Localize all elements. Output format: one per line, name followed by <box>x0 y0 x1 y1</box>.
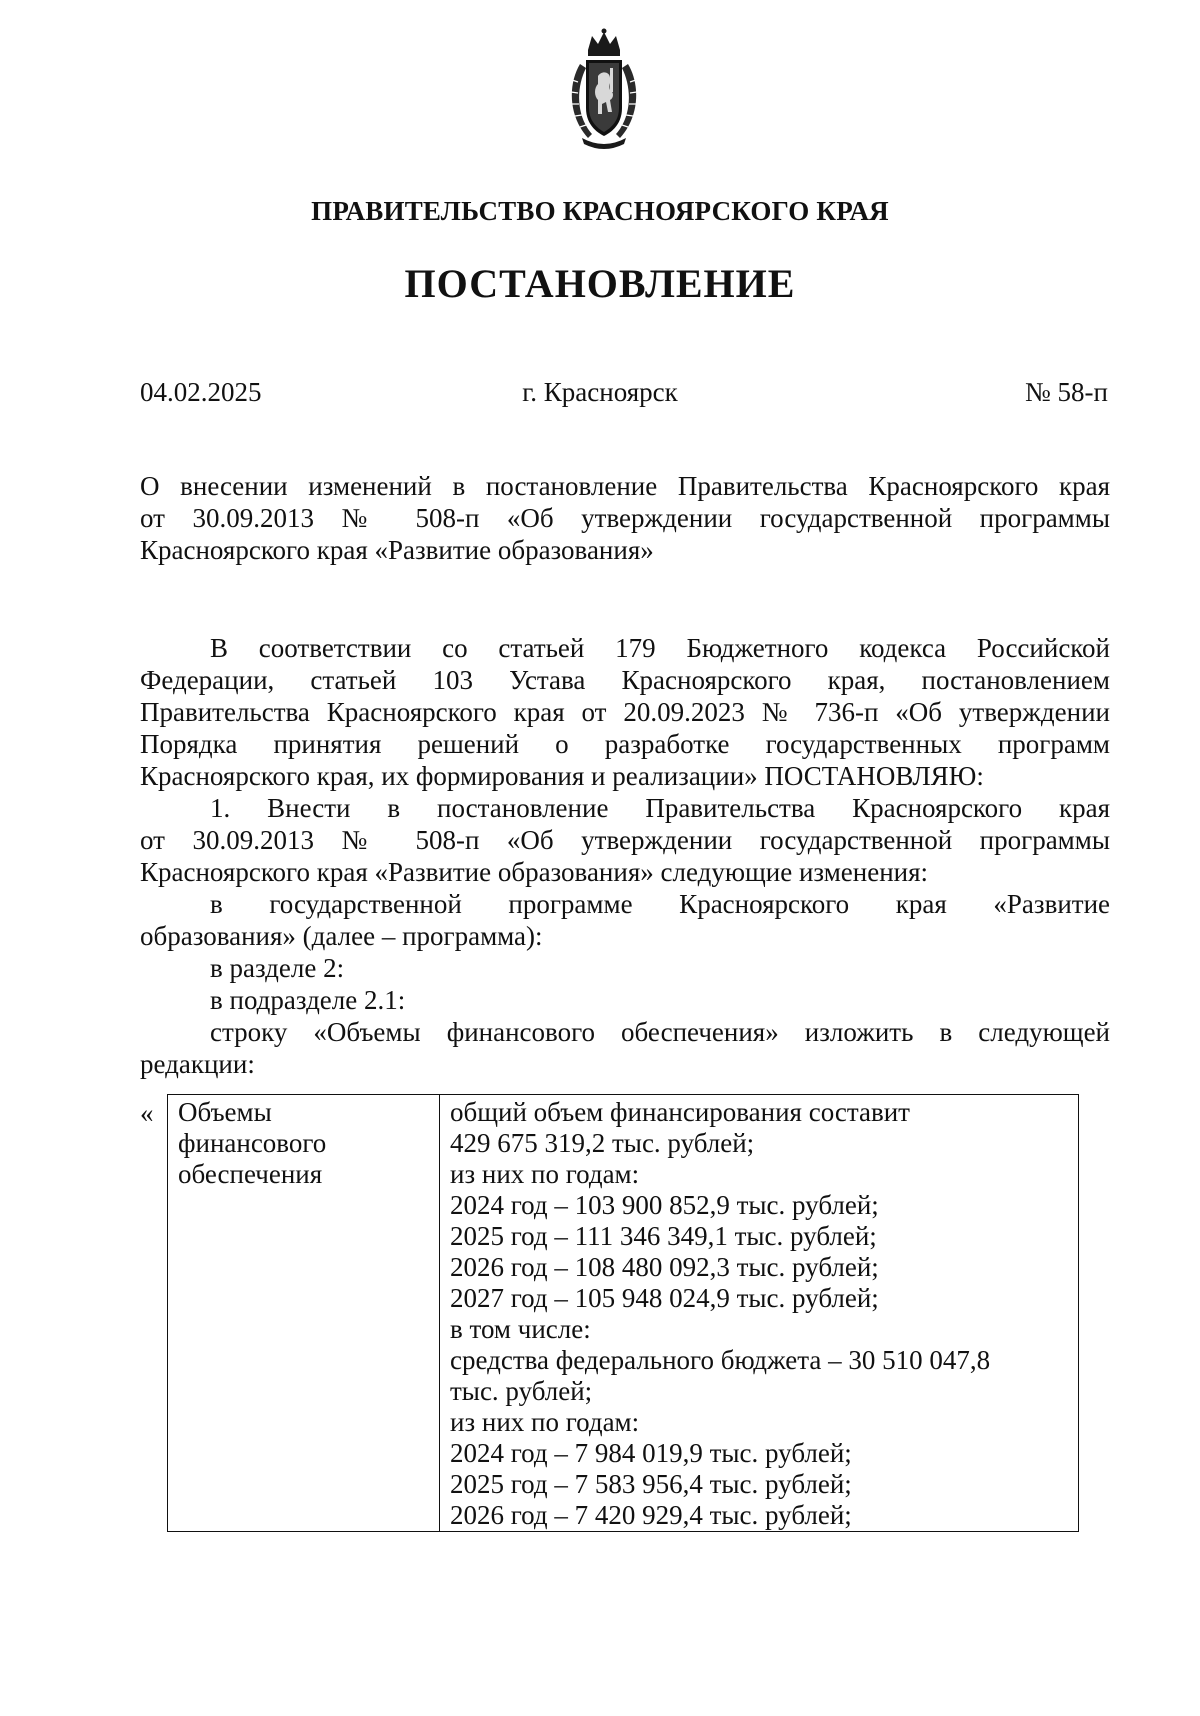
title-line: от 30.09.2013 № 508-п «Об утверждении государственной программы <box>140 503 1110 533</box>
body-line: в разделе 2: <box>210 953 345 983</box>
financing-value-cell <box>440 1095 1079 1532</box>
value-line: 429 675 319,2 тыс. рублей; <box>450 1128 755 1158</box>
label-line: Объемы <box>178 1097 272 1127</box>
body-line: Порядка принятия решений о разработке государственных программ <box>140 729 1110 759</box>
document-body <box>140 632 1110 1080</box>
table-open-quote: « <box>140 1098 154 1128</box>
value-line: 2025 год – 7 583 956,4 тыс. рублей; <box>450 1469 852 1499</box>
label-line: финансового <box>178 1128 327 1158</box>
value-line: 2026 год – 108 480 092,3 тыс. рублей; <box>450 1252 879 1282</box>
title-line: О внесении изменений в постановление Правительства Красноярского края <box>140 471 1110 501</box>
financing-label-cell <box>168 1095 440 1532</box>
value-line: 2026 год – 7 420 929,4 тыс. рублей; <box>450 1500 852 1530</box>
value-line: общий объем финансирования составит <box>450 1097 910 1127</box>
title-line: Красноярского края «Развитие образования» <box>140 535 654 565</box>
document-number: № 58-п <box>1025 377 1108 407</box>
document-city: г. Красноярск <box>522 377 678 407</box>
value-line: 2027 год – 105 948 024,9 тыс. рублей; <box>450 1283 879 1313</box>
body-line: Правительства Красноярского края от 20.09.2023 № 736-п «Об утверждении <box>140 697 1110 727</box>
document-type: ПОСТАНОВЛЕНИЕ <box>404 261 796 306</box>
document-date: 04.02.2025 <box>140 377 262 407</box>
body-line: в государственной программе Красноярского края «Развитие <box>210 889 1110 919</box>
body-line: Красноярского края, их формирования и реализации» ПОСТАНОВЛЯЮ: <box>140 761 984 791</box>
financing-table <box>167 1094 1079 1532</box>
body-line: редакции: <box>140 1049 255 1079</box>
body-line: В соответствии со статьей 179 Бюджетного кодекса Российской <box>210 633 1110 663</box>
value-line: тыс. рублей; <box>450 1376 593 1406</box>
value-line: 2025 год – 111 346 349,1 тыс. рублей; <box>450 1221 877 1251</box>
body-line: Красноярского края «Развитие образования» следующие изменения: <box>140 857 929 887</box>
body-line: строку «Объемы финансового обеспечения» изложить в следующей <box>210 1017 1110 1047</box>
document-title <box>140 470 1110 566</box>
body-line: 1. Внести в постановление Правительства Красноярского края <box>210 793 1110 823</box>
coat-of-arms-emblem <box>566 28 642 152</box>
body-line: Федерации, статьей 103 Устава Красноярского края, постановлением <box>140 665 1110 695</box>
value-line: из них по годам: <box>450 1159 640 1189</box>
body-line: от 30.09.2013 № 508-п «Об утверждении государственной программы <box>140 825 1110 855</box>
value-line: средства федерального бюджета – 30 510 047,8 <box>450 1345 991 1375</box>
value-line: 2024 год – 7 984 019,9 тыс. рублей; <box>450 1438 852 1468</box>
value-line: в том числе: <box>450 1314 591 1344</box>
body-line: образования» (далее – программа): <box>140 921 543 951</box>
table-row <box>168 1095 1079 1532</box>
body-line: в подразделе 2.1: <box>210 985 406 1015</box>
value-line: из них по годам: <box>450 1407 640 1437</box>
label-line: обеспечения <box>178 1159 323 1189</box>
organization-name: ПРАВИТЕЛЬСТВО КРАСНОЯРСКОГО КРАЯ <box>311 196 889 226</box>
value-line: 2024 год – 103 900 852,9 тыс. рублей; <box>450 1190 879 1220</box>
